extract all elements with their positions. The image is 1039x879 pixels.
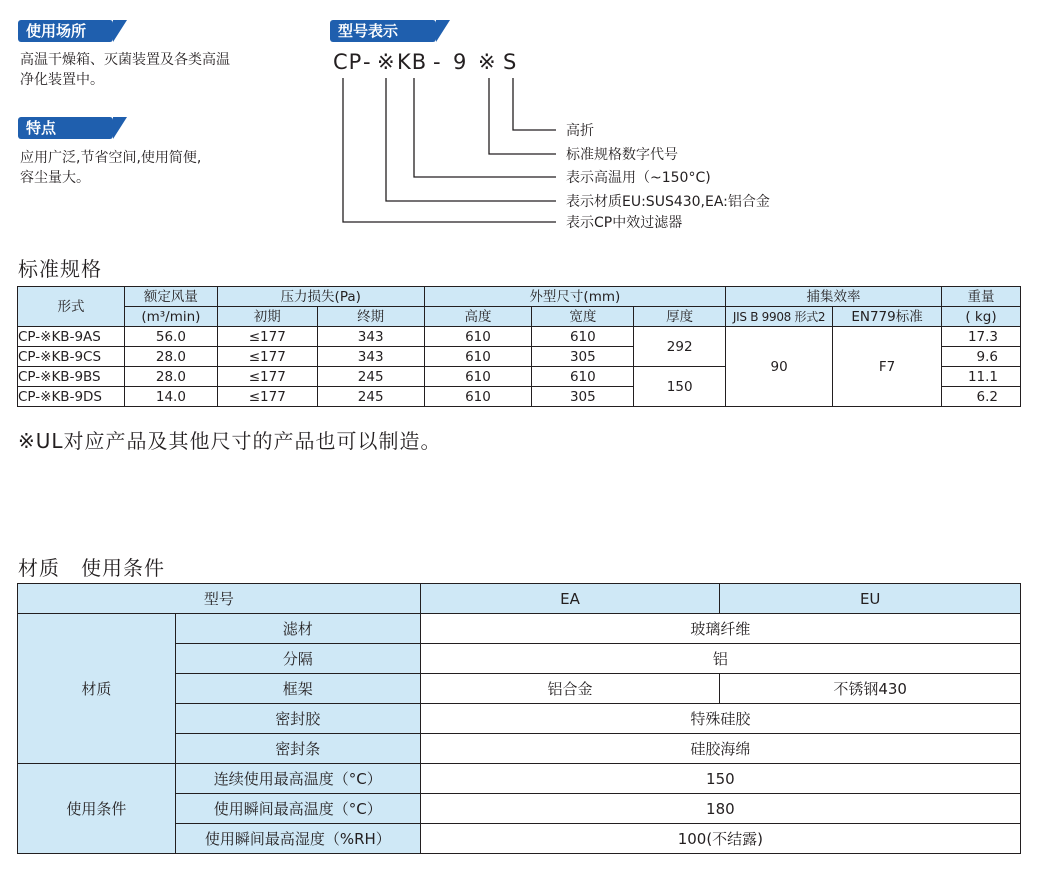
value-gasket: 硅胶海绵 (420, 734, 1020, 764)
cell-initial: ≤177 (217, 347, 317, 367)
cell-width: 305 (532, 387, 634, 407)
legend-item: 表示CP中效过滤器 (566, 215, 683, 231)
group-material: 材质 (18, 614, 176, 764)
label-instant-humidity: 使用瞬间最高湿度（%RH） (175, 824, 420, 854)
features-line: 容尘量大。 (20, 170, 90, 186)
cell-weight: 11.1 (941, 367, 1020, 387)
header-airflow-unit: (m³/min) (124, 307, 217, 327)
label-instant-temp: 使用瞬间最高温度（°C） (175, 794, 420, 824)
header-weight: 重量 (941, 287, 1020, 307)
model-part-dash: - (363, 50, 372, 74)
leader-line-material (386, 78, 556, 201)
leader-line-code (489, 78, 556, 154)
spec-table (17, 286, 1021, 407)
cell-height: 610 (424, 347, 532, 367)
materials-title: 材质 使用条件 (18, 556, 165, 580)
value-filter: 玻璃纤维 (420, 614, 1020, 644)
cell-height: 610 (424, 367, 532, 387)
label-gasket: 密封条 (175, 734, 420, 764)
header-depth: 厚度 (634, 307, 726, 327)
cell-initial: ≤177 (217, 387, 317, 407)
cell-final: 245 (317, 367, 424, 387)
header-height: 高度 (424, 307, 532, 327)
cell-height: 610 (424, 387, 532, 407)
spec-note: ※UL对应产品及其他尺寸的产品也可以制造。 (18, 429, 442, 453)
header-ea: EA (420, 584, 720, 614)
header-en: EN779标准 (833, 307, 942, 327)
model-code-leader-lines (0, 0, 1039, 240)
cell-weight: 6.2 (941, 387, 1020, 407)
cell-weight: 17.3 (941, 327, 1020, 347)
leader-line-s (513, 78, 556, 130)
table-row (18, 327, 1021, 347)
header-model: 形式 (18, 287, 125, 327)
materials-table (17, 583, 1021, 854)
header-airflow: 额定风量 (124, 287, 217, 307)
value-frame-eu: 不锈钢430 (720, 674, 1021, 704)
cell-model: CP-※KB-9BS (18, 367, 125, 387)
header-weight-unit: ( kg) (941, 307, 1020, 327)
header-dims: 外型尺寸(mm) (424, 287, 726, 307)
cell-initial: ≤177 (217, 367, 317, 387)
model-part-code: ※ (478, 50, 497, 74)
cell-final: 343 (317, 347, 424, 367)
usage-title: 使用场所 (18, 20, 113, 42)
value-instant-humidity: 100(不结露) (420, 824, 1020, 854)
value-sealant: 特殊硅胶 (420, 704, 1020, 734)
cell-en: F7 (833, 327, 942, 407)
model-part-dash2: - (433, 50, 442, 74)
cell-model: CP-※KB-9AS (18, 327, 125, 347)
model-part-cp: CP (333, 50, 363, 74)
features-line: 应用广泛,节省空间,使用简便, (20, 150, 202, 166)
legend-item: 高折 (566, 123, 594, 139)
model-part-size: 9 (453, 50, 468, 74)
cell-airflow: 28.0 (124, 347, 217, 367)
usage-line: 高温干燥箱、灭菌装置及各类高温 (20, 52, 230, 68)
label-continuous-temp: 连续使用最高温度（°C） (175, 764, 420, 794)
cell-depth-b: 150 (634, 367, 726, 407)
label-frame: 框架 (175, 674, 420, 704)
header-width: 宽度 (532, 307, 634, 327)
model-part-material: ※ (377, 50, 396, 74)
header-final: 终期 (317, 307, 424, 327)
legend-item: 表示材质EU:SUS430,EA:铝合金 (566, 194, 770, 210)
cell-width: 610 (532, 327, 634, 347)
cell-airflow: 14.0 (124, 387, 217, 407)
cell-width: 610 (532, 367, 634, 387)
spec-title: 标准规格 (18, 257, 102, 281)
leader-line-kb (414, 78, 556, 177)
cell-weight: 9.6 (941, 347, 1020, 367)
usage-line: 净化装置中。 (20, 72, 104, 88)
cell-jis: 90 (726, 327, 833, 407)
legend-item: 表示高温用（~150°C) (566, 170, 711, 186)
value-frame-ea: 铝合金 (420, 674, 720, 704)
header-initial: 初期 (217, 307, 317, 327)
value-instant-temp: 180 (420, 794, 1020, 824)
header-pressure: 压力损失(Pa) (217, 287, 424, 307)
cell-height: 610 (424, 327, 532, 347)
features-title: 特点 (18, 117, 113, 139)
label-filter: 滤材 (175, 614, 420, 644)
label-sealant: 密封胶 (175, 704, 420, 734)
header-efficiency: 捕集效率 (726, 287, 942, 307)
cell-final: 245 (317, 387, 424, 407)
header-jis: JIS B 9908 形式2 (726, 307, 833, 327)
header-model: 型号 (18, 584, 421, 614)
model-part-kb: KB (397, 50, 428, 74)
cell-initial: ≤177 (217, 327, 317, 347)
cell-final: 343 (317, 327, 424, 347)
cell-depth-a: 292 (634, 327, 726, 367)
cell-airflow: 56.0 (124, 327, 217, 347)
value-separator: 铝 (420, 644, 1020, 674)
value-continuous-temp: 150 (420, 764, 1020, 794)
model-code-title: 型号表示 (330, 20, 436, 42)
header-eu: EU (720, 584, 1021, 614)
cell-model: CP-※KB-9CS (18, 347, 125, 367)
group-conditions: 使用条件 (18, 764, 176, 854)
cell-airflow: 28.0 (124, 367, 217, 387)
cell-model: CP-※KB-9DS (18, 387, 125, 407)
model-part-s: S (503, 50, 518, 74)
label-separator: 分隔 (175, 644, 420, 674)
legend-item: 标准规格数字代号 (566, 147, 678, 163)
cell-width: 305 (532, 347, 634, 367)
